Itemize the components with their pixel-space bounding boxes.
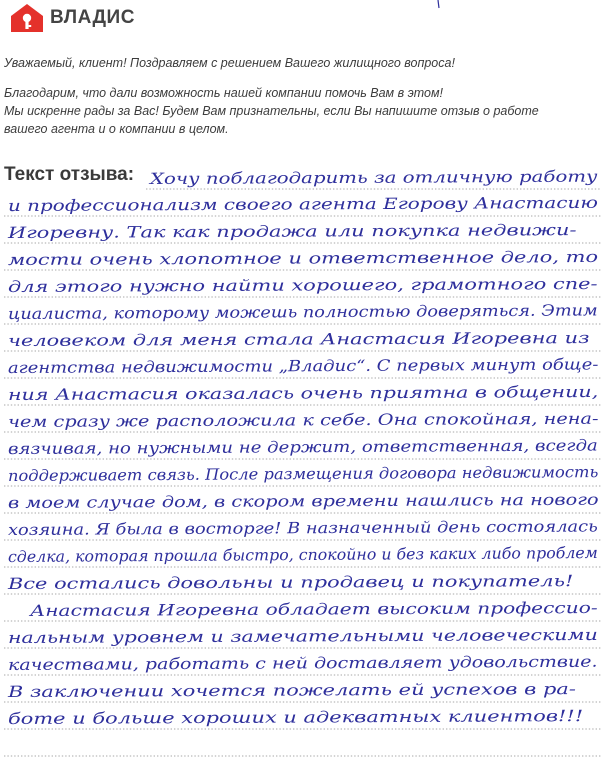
review-line: чем сразу же расположила к себе. Она спокойная, нена-: [7, 409, 599, 432]
review-line: Игоревну. Так как продажа или покупка недвижи-: [7, 221, 577, 243]
thanks-line: вашего агента и о компании в целом.: [4, 122, 229, 136]
review-line: хозяина. Я была в восторге! В назначенный день состоялась: [7, 517, 598, 539]
review-label: Текст отзыва:: [4, 164, 135, 185]
review-line: для этого нужно найти хорошего, грамотного спе-: [7, 274, 598, 297]
review-line: Хочу поблагодарить за отличную работу: [149, 167, 598, 189]
review-line: в моем случае дом, в скором времени нашлись на нового: [7, 490, 599, 512]
brand-name: ВЛАДИС: [50, 7, 135, 28]
review-line: поддерживает связь. После размещения договора недвижимость: [7, 463, 599, 486]
thanks-line: Благодарим, что дали возможность нашей компании помочь Вам в этом!: [4, 86, 444, 100]
review-line: ния Анастасия оказалась очень приятна в общении,: [7, 382, 599, 405]
thanks-line: Мы искренне рады за Вас! Будем Вам признательны, если Вы напишите отзыв о работе: [4, 104, 539, 118]
review-line: циалиста, которому можешь полностью доверяться. Этим: [7, 301, 598, 324]
review-line: мости очень хлопотное и ответственное дело, то: [7, 247, 599, 270]
review-line: качествами, работать с ней доставляет удовольствие.: [7, 652, 598, 674]
review-line: Все остались довольны и продавец и покупатель!: [7, 572, 574, 593]
review-line: агентства недвижимости „Владис“. С первых минут обще-: [7, 355, 599, 378]
review-line: нальным уровнем и замечательными человеческими: [7, 625, 598, 647]
review-line: и профессионализм своего агента Егорову Анастасию: [7, 193, 598, 216]
review-line: человеком для меня стала Анастасия Игоревна из: [7, 328, 590, 351]
review-line: вязчивая, но нужными не держит, ответственная, всегда: [7, 436, 598, 459]
review-line: сделка, которая прошла быстро, спокойно и без каких либо проблем: [7, 543, 598, 566]
review-line: боте и больше хороших и адекватных клиентов!!!: [7, 707, 584, 728]
review-line: Анастасия Игоревна обладает высоким профессио-: [29, 598, 598, 620]
review-line: В заключении хочется пожелать ей успехов в ра-: [7, 680, 576, 701]
greeting-text: Уважаемый, клиент! Поздравляем с решением Вашего жилищного вопроса!: [4, 56, 455, 70]
